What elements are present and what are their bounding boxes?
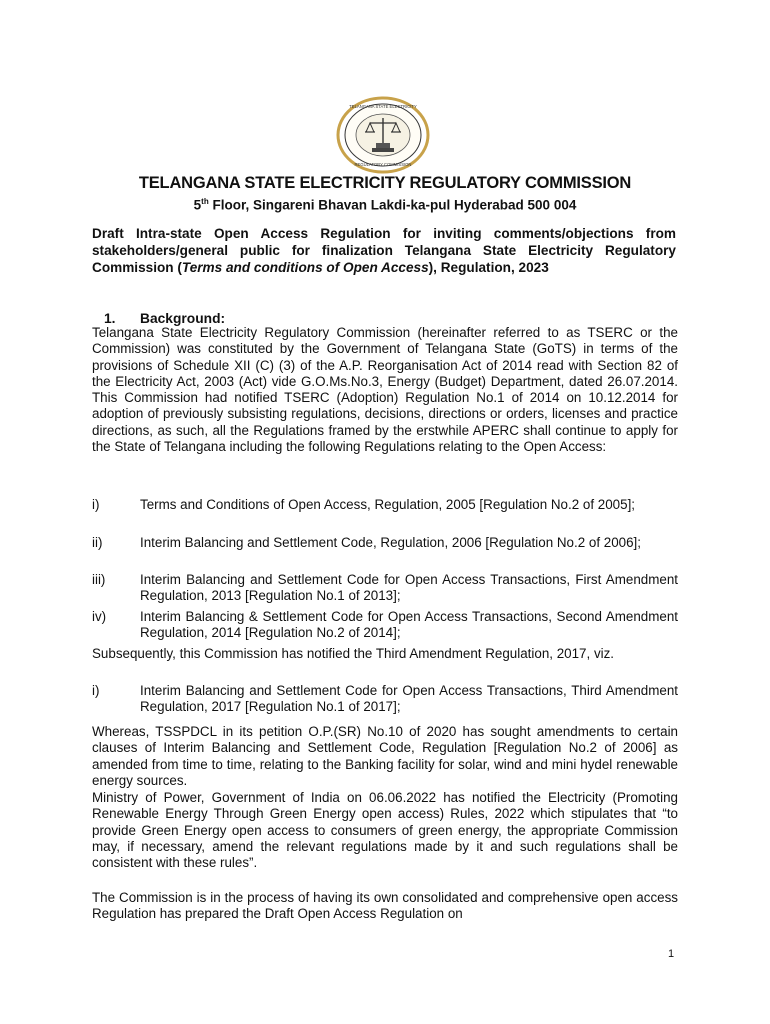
section-heading: 1. Background: xyxy=(104,311,226,326)
commission-address: 5th Floor, Singareni Bhavan Lakdi-ka-pul Hyderabad 500 004 xyxy=(193,197,577,213)
page-number: 1 xyxy=(668,948,675,960)
document-page: TELANGANA STATE ELECTRICITY REGULATORY COMMISSION TELANGANA STATE ELECTRICITY REGULATORY COMMISSION 5th Floor, Singareni Bhavan Lakdi-ka-pul Hyderabad 500 004 Draft Intra-state Open Access Regulation for inviting comments/objections from stakeholders/general public for finalization Telangana State Electricity Regulatory Commission (Terms and conditions of Open Access), Regulation, 2023 1. Background: Telangana State Electricity Regulatory Commission (hereinafter referred to as TSERC or the Commission) was constituted by the Government of Telangana State (GoTS) in terms of the provisions of Schedule XII (C) (3) of the A.P. Reorganisation Act of 2014 read with Section 82 of the Electricity Act, 2003 (Act) vide G.O.Ms.No.3, Energy (Budget) Department, dated 26.07.2014. This Commission had notified TSERC (Adoption) Regulation No.1 of 2014 on 10.12.2014 for adoption of previously subsisting regulations, decisions, directions or orders, licenses and practice directions, as such, all the Regulations framed by the erstwhile APERC shall continue to apply for the State of Telangana including the following Regulations relating to the Open Access: i) Terms and Conditions of Open Access, Regulation, 2005 [Regulation No.2 of 2005]; ii) Interim Balancing and Settlement Code, Regulation, 2006 [Regulation No.2 of 2006]; iii) Interim Balancing and Settlement Code for Open Access Transactions, First Amendment Regulation, 2013 [Regulation No.1 of 2013]; iv) Interim Balancing & Settlement Code for Open Access Transactions, Second Amendment Regulation, 2014 [Regulation No.2 of 2014]; Subsequently, this Commission has notified the Third Amendment Regulation, 2017, viz. i) Interim Balancing and Settlement Code for Open Access Transactions, Third Amendment Regulation, 2017 [Regulation No.1 of 2017]; Whereas, TSSPDCL in its petition O.P.(SR) No.10 of 2020 has sought amendments to certain clauses of Interim Balancing and Settlement Code, Regulation [Regulation No.2 of 2006] as amended from time to time, relating to the Banking facility for solar, wind and mini hydel renewable energy sources. Ministry of Power, Government of India on 06.06.2022 has notified the Electricity (Promoting Renewable Energy Through Green Energy open access) Rules, 2022 which stipulates that “to provide Green Energy open access to consumers of green energy, the appropriate Commission may, if necessary, amend the relevant regulations made by it and such regulations shall be consistent with these rules”. The Commission is in the process of having its own consolidated and comprehensive open access Regulation has prepared the Draft Open Access Regulation on 1 xyxy=(0,0,770,1024)
commission-paragraph: The Commission is in the process of having its own consolidated and comprehensive open access Regulation has prepared the Draft Open Access Regulation on xyxy=(92,890,678,922)
subsequently-paragraph: Subsequently, this Commission has notified the Third Amendment Regulation, 2017, viz. xyxy=(92,646,615,661)
background-paragraph: Telangana State Electricity Regulatory Commission (hereinafter referred to as TSERC or the Commission) was constituted by the Government of Telangana State (GoTS) in terms of the provisions of Schedule XII (C) (3) of the A.P. Reorganisation Act of 2014 read with Section 82 of the Electricity Act, 2003 (Act) vide G.O.Ms.No.3, Energy (Budget) Department, dated 26.07.2014. This Commission had notified TSERC (Adoption) Regulation No.1 of 2014 on 10.12.2014 for adoption of previously subsisting regulations, decisions, directions or orders, licenses and practice directions, as such, all the Regulations framed by the erstwhile APERC shall continue to apply for the State of Telangana including the following Regulations relating to the Open Access: xyxy=(92,325,678,455)
commission-title: TELANGANA STATE ELECTRICITY REGULATORY COMMISSION xyxy=(138,174,632,192)
svg-text:TELANGANA STATE ELECTRICITY: TELANGANA STATE ELECTRICITY xyxy=(349,104,417,109)
ministry-paragraph: Ministry of Power, Government of India on 06.06.2022 has notified the Electricity (Promoting Renewable Energy Through Green Energy open access) Rules, 2022 which stipulates that “to provide Green Energy open access to consumers of green energy, the appropriate Commission may, if necessary, amend the relevant regulations made by it and such regulations shall be consistent with these rules”. xyxy=(92,790,678,871)
draft-regulation-heading: Draft Intra-state Open Access Regulation for inviting comments/objections from stakeholders/general public for finalization Telangana State Electricity Regulatory Commission (Terms and conditions of Open Access), Regulation, 2023 xyxy=(92,226,676,275)
whereas-paragraph: Whereas, TSSPDCL in its petition O.P.(SR) No.10 of 2020 has sought amendments to certain clauses of Interim Balancing and Settlement Code, Regulation [Regulation No.2 of 2006] as amended from time to time, relating to the Banking facility for solar, wind and mini hydel renewable energy sources. xyxy=(92,724,678,788)
svg-text:REGULATORY COMMISSION: REGULATORY COMMISSION xyxy=(354,162,412,167)
commission-seal-logo xyxy=(336,96,430,174)
